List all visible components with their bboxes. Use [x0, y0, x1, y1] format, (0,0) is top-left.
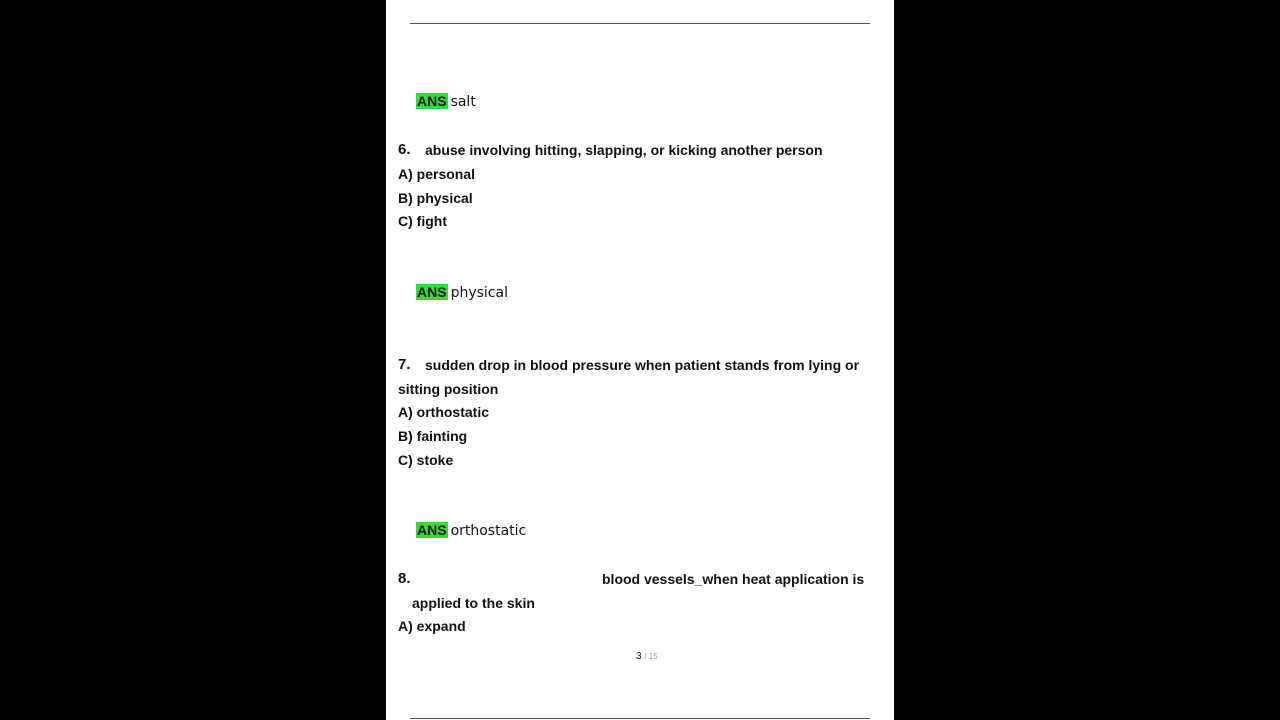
question-text-line2: applied to the skin [412, 595, 535, 611]
answer-text: salt [450, 94, 476, 110]
total-pages: / 15 [644, 652, 658, 661]
option-c: C) stoke [398, 452, 454, 468]
page-number [636, 651, 658, 662]
option-a: A) orthostatic [398, 404, 489, 420]
document-page [386, 0, 894, 720]
question-number: 7. [398, 356, 411, 373]
question-number: 6. [398, 141, 411, 158]
answer-line-q7 [416, 522, 526, 539]
answer-text: physical [450, 285, 508, 301]
answer-line-q6 [416, 284, 508, 301]
answer-line-q5 [416, 93, 476, 110]
question-text-line1: sudden drop in blood pressure when patient stands from lying or [425, 357, 860, 373]
answer-text: orthostatic [450, 523, 527, 539]
option-b: B) fainting [398, 428, 468, 444]
question-text-line1: blood vessels_when heat application is [602, 571, 865, 587]
answer-badge: ANS [417, 93, 447, 109]
question-text: abuse involving hitting, slapping, or kicking another person [425, 142, 823, 158]
answer-badge: ANS [417, 284, 447, 300]
option-a: A) expand [398, 618, 466, 634]
bottom-divider [410, 718, 870, 719]
question-text-line2: sitting position [398, 381, 499, 397]
option-b: B) physical [398, 190, 473, 206]
answer-badge: ANS [417, 522, 447, 538]
question-number: 8. [398, 570, 411, 587]
option-a: A) personal [398, 166, 476, 182]
current-page: 3 [636, 651, 642, 662]
top-divider [410, 23, 870, 24]
option-c: C) fight [398, 213, 447, 229]
